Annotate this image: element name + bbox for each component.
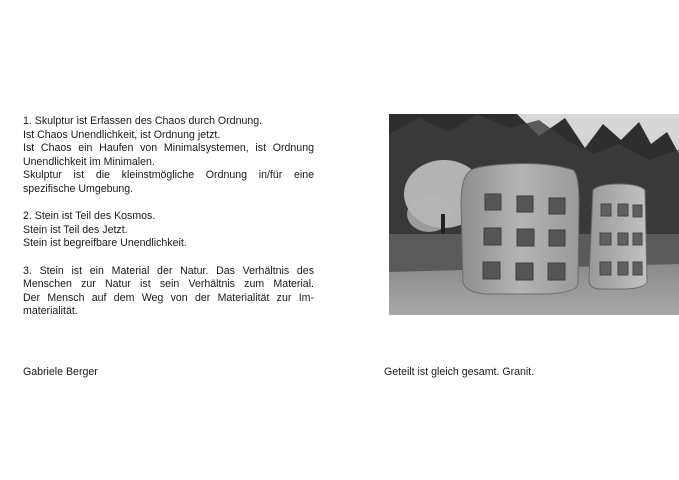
statement-line: 2. Stein ist Teil des Kosmos.: [23, 210, 156, 223]
statement-line: Stein ist begreifbare Unendlichkeit.: [23, 237, 187, 250]
statement-line: 3. Stein ist ein Material der Natur. Das Verhältnis des: [23, 264, 314, 277]
sculpture-photo: [389, 114, 679, 315]
statement-line: Ist Chaos ein Haufen von Minimalsystemen, ist Ordnung: [23, 142, 314, 155]
statement-line: Menschen zur Natur ist sein Verhältnis zum Material.: [23, 278, 314, 291]
statement-line: Stein ist Teil des Jetzt.: [23, 223, 128, 236]
statement-paragraph-2: [23, 210, 314, 251]
author-name: Gabriele Berger: [23, 366, 98, 378]
statement-paragraph-1: [23, 115, 314, 197]
photo-caption: Geteilt ist gleich gesamt. Granit.: [384, 366, 535, 378]
statement-line: Der Mensch auf dem Weg von der Materialität zur Im-: [23, 291, 314, 304]
statement-line: Skulptur ist die kleinstmögliche Ordnung in/für eine: [23, 169, 314, 182]
statement-line: materialität.: [23, 305, 78, 318]
statement-line: spezifische Umgebung.: [23, 182, 134, 195]
artist-statement: [23, 115, 314, 333]
statement-line: 1. Skulptur ist Erfassen des Chaos durch Ordnung.: [23, 115, 263, 127]
statement-line: Unendlichkeit im Minimalen.: [23, 155, 155, 168]
statement-paragraph-3: [23, 265, 314, 319]
statement-line: Ist Chaos Unendlichkeit, ist Ordnung jetzt.: [23, 128, 221, 141]
